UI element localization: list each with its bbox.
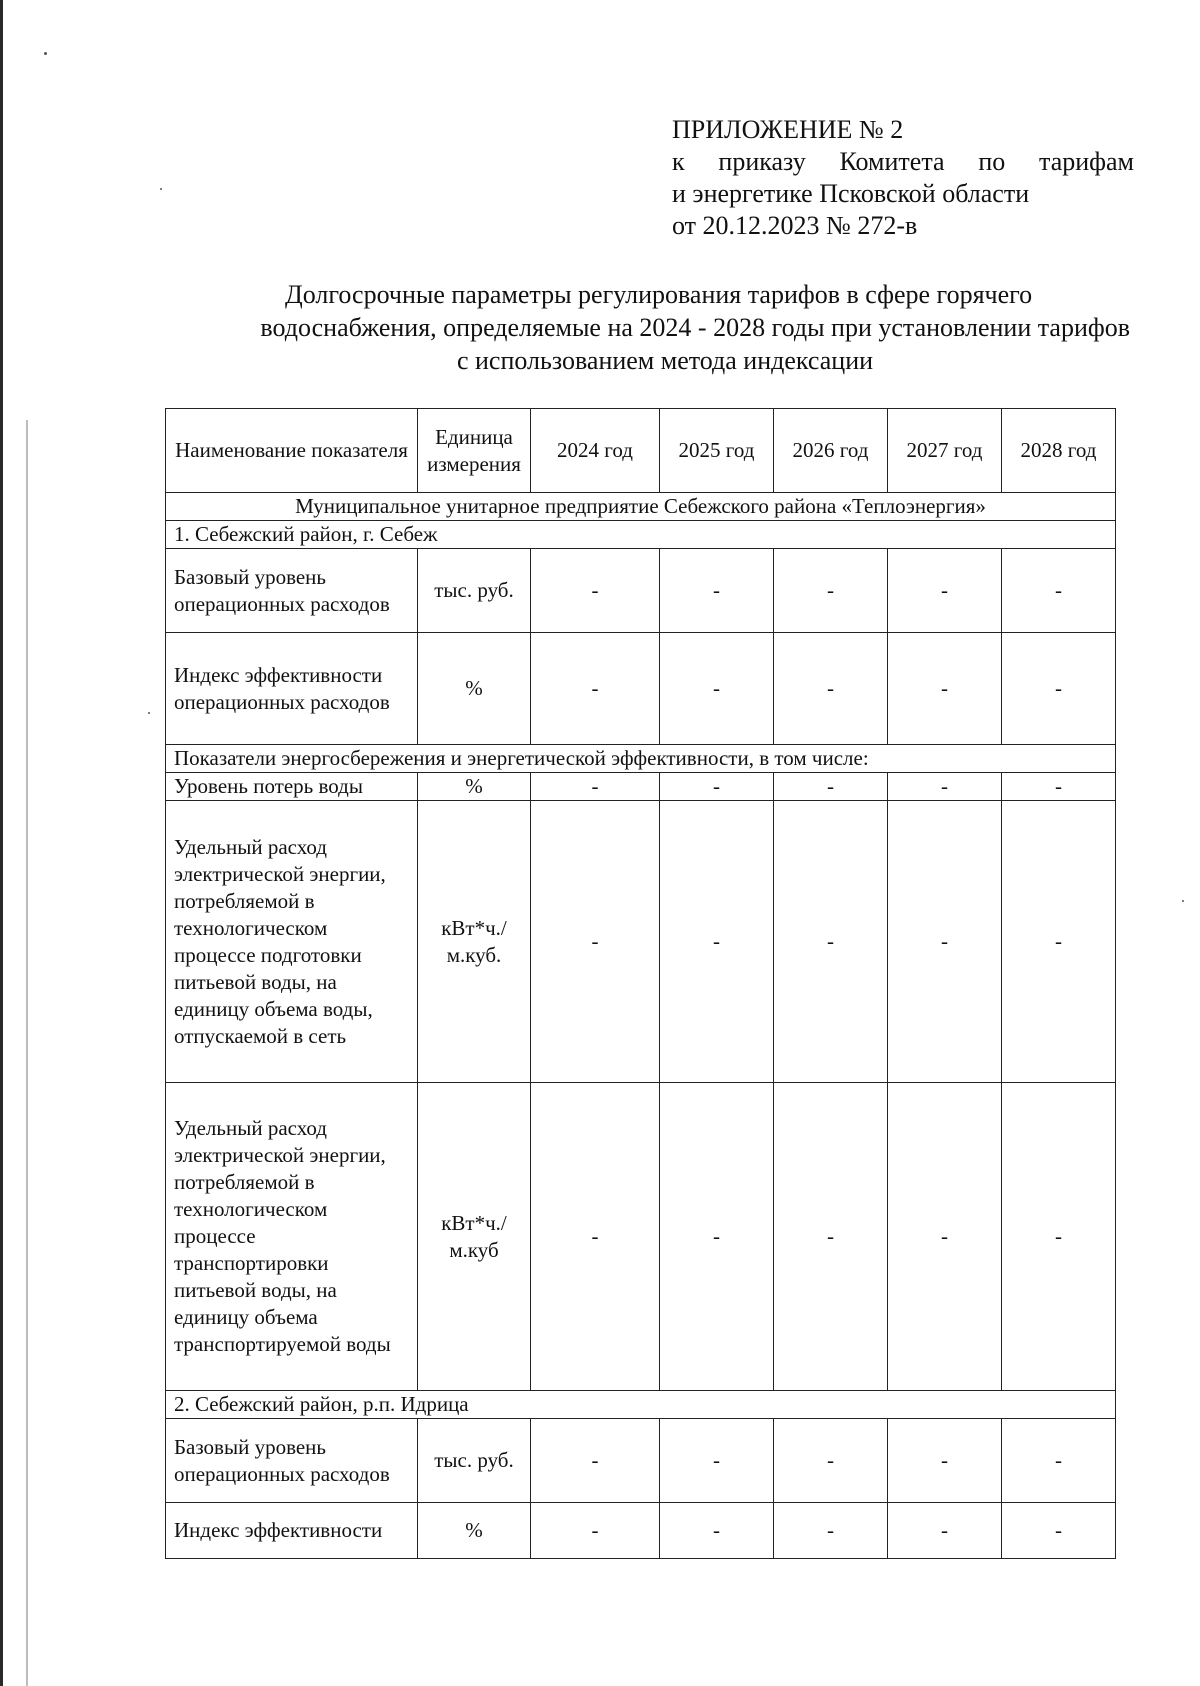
row-value: - [774,633,888,745]
table-row [166,801,1116,1083]
row-value: - [1002,773,1116,801]
appendix-number: ПРИЛОЖЕНИЕ № 2 [672,115,904,144]
organization-name: Муниципальное унитарное предприятие Себежского района «Теплоэнергия» [166,493,1116,521]
row-value: - [531,1419,660,1503]
header-year: 2024 год [531,409,660,493]
header-year: 2025 год [660,409,774,493]
row-value: - [888,633,1002,745]
row-unit: % [418,633,531,745]
row-value: - [660,773,774,801]
header-year: 2027 год [888,409,1002,493]
table-row [166,633,1116,745]
section-title: 1. Себежский район, г. Себеж [166,521,1116,549]
section-row [166,745,1116,773]
section-title: 2. Себежский район, р.п. Идрица [166,1391,1116,1419]
row-unit: % [418,773,531,801]
row-name: Базовый уровень операционных расходов [166,549,418,633]
row-value: - [1002,549,1116,633]
row-value: - [774,801,888,1083]
appendix-date-line: от 20.12.2023 № 272-в [672,211,918,240]
row-unit: тыс. руб. [418,549,531,633]
row-value: - [774,773,888,801]
table-row [166,773,1116,801]
row-name: Индекс эффективности [166,1503,418,1559]
row-name: Удельный расход электрической энергии, потребляемой в технологическом процессе транспортировки питьевой воды, на единицу объема транспортируемой воды [166,1083,418,1391]
title-line-1: Долгосрочные параметры регулирования тарифов в сфере горячего [285,280,1033,309]
header-year: 2026 год [774,409,888,493]
row-value: - [888,801,1002,1083]
row-value: - [888,1083,1002,1391]
header-year: 2028 год [1002,409,1116,493]
row-value: - [888,1503,1002,1559]
row-value: - [531,801,660,1083]
row-value: - [774,1503,888,1559]
section-row [166,1391,1116,1419]
row-name: Индекс эффективности операционных расходов [166,633,418,745]
appendix-committee-line: и энергетике Псковской области [672,179,1030,208]
row-value: - [1002,801,1116,1083]
scan-left-edge [0,0,3,1686]
row-value: - [531,1083,660,1391]
table-header-row [166,409,1116,493]
appendix-order-line: к приказу Комитета по тарифам [672,147,1134,176]
row-value: - [774,549,888,633]
row-value: - [1002,1503,1116,1559]
row-value: - [531,773,660,801]
row-value: - [660,801,774,1083]
row-value: - [888,773,1002,801]
table-row [166,1503,1116,1559]
row-unit: кВт*ч./м.куб. [418,801,531,1083]
parameters-table [165,408,1116,1559]
header-name: Наименование показателя [166,409,418,493]
scan-speck [148,712,150,714]
title-line-2: водоснабжения, определяемые на 2024 - 2028 годы при установлении тарифов [260,313,1130,342]
row-value: - [660,1419,774,1503]
row-name: Удельный расход электрической энергии, потребляемой в технологическом процессе подготовки питьевой воды, на единицу объема воды, отпускаемой в сеть [166,801,418,1083]
table-row [166,1083,1116,1391]
header-unit: Единица измерения [418,409,531,493]
row-value: - [1002,1083,1116,1391]
row-value: - [774,1083,888,1391]
row-value: - [888,1419,1002,1503]
organization-row [166,493,1116,521]
row-value: - [660,633,774,745]
scan-speck [1182,900,1184,902]
row-value: - [888,549,1002,633]
row-value: - [660,1503,774,1559]
row-value: - [531,633,660,745]
row-name: Уровень потерь воды [166,773,418,801]
row-value: - [774,1419,888,1503]
scan-margin-line [26,420,28,1686]
energy-section-title: Показатели энергосбережения и энергетической эффективности, в том числе: [166,745,1116,773]
row-value: - [531,1503,660,1559]
row-value: - [660,1083,774,1391]
row-value: - [660,549,774,633]
scan-speck [160,188,162,190]
row-name: Базовый уровень операционных расходов [166,1419,418,1503]
appendix-block [672,114,1134,242]
table-row [166,1419,1116,1503]
table-row [166,549,1116,633]
row-value: - [1002,1419,1116,1503]
row-value: - [531,549,660,633]
document-title [150,278,1150,377]
title-line-3: с использованием метода индексации [456,346,874,375]
section-row [166,521,1116,549]
row-unit: тыс. руб. [418,1419,531,1503]
row-value: - [1002,633,1116,745]
row-unit: кВт*ч./м.куб [418,1083,531,1391]
row-unit: % [418,1503,531,1559]
scan-speck [44,52,47,55]
